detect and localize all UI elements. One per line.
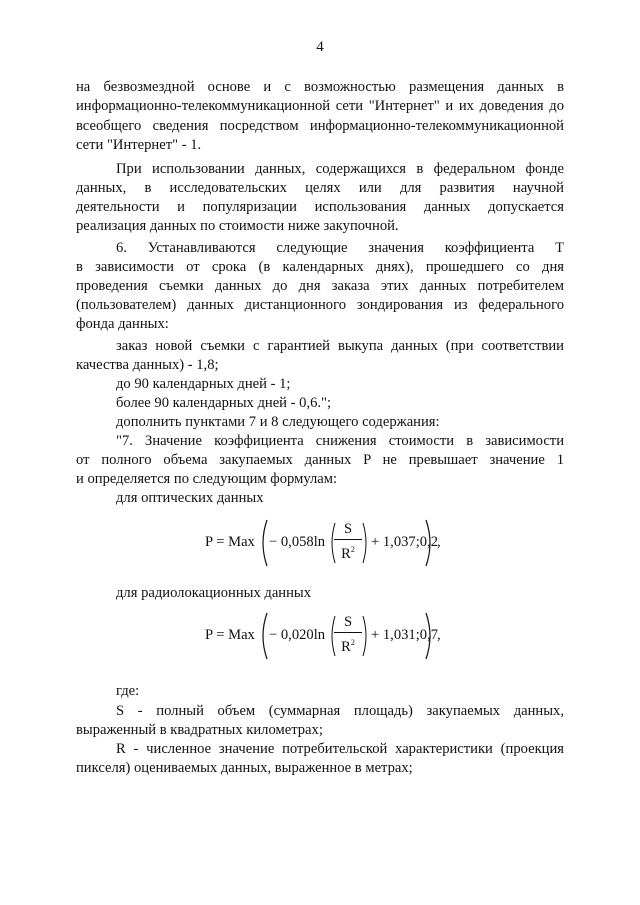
text-line: для оптических данных: [116, 490, 264, 506]
formula-radar: [205, 610, 465, 664]
text-line: заказ новой съемки с гарантией выкупа данных (при соответствии: [116, 338, 564, 354]
text-line: сети "Интернет" - 1.: [76, 137, 202, 153]
text-line: более 90 календарных дней - 0,6.";: [116, 395, 332, 411]
text-line: и определяется по следующим формулам:: [76, 471, 338, 487]
text-line: пикселя) оцениваемых данных, выраженное в метрах;: [76, 760, 413, 776]
formula-fraction: [334, 613, 362, 656]
text-line: качества данных) - 1,8;: [76, 357, 219, 373]
fraction-denominator: [334, 541, 362, 563]
text-line: до 90 календарных дней - 1;: [116, 376, 291, 392]
right-paren-icon: [362, 612, 370, 660]
denominator-exponent: 2: [350, 638, 355, 647]
text-line: информационно-телекоммуникационной сети "Интернет" и их доведения до: [76, 98, 564, 114]
formula-fraction: [334, 520, 362, 563]
text-line: в зависимости от срока (в календарных днях), прошедшего со дня: [76, 259, 564, 275]
text-line: дополнить пунктами 7 и 8 следующего содержания:: [116, 414, 440, 430]
text-line: 6. Устанавливаются следующие значения коэффициента T: [116, 240, 564, 256]
text-line: где:: [116, 683, 140, 699]
text-line: реализация данных по стоимости ниже закупочной.: [76, 218, 399, 234]
formula-end: ,: [437, 627, 441, 643]
right-paren-icon: [424, 519, 436, 567]
formula-lhs: P = Max: [205, 627, 255, 643]
text-line: При использовании данных, содержащихся в федеральном фонде: [116, 161, 564, 177]
fraction-bar: [334, 539, 362, 540]
formula-coefficient: − 0,058ln: [269, 534, 326, 550]
text-line: для радиолокационных данных: [116, 585, 312, 601]
formula-tail: + 1,031;0,7: [371, 627, 439, 643]
formula-lhs: P = Max: [205, 534, 255, 550]
text-line: R - численное значение потребительской характеристики (проекция: [116, 741, 564, 757]
text-line: выраженный в квадратных километрах;: [76, 722, 323, 738]
text-line: S - полный объем (суммарная площадь) закупаемых данных,: [116, 703, 564, 719]
denominator-exponent: 2: [350, 545, 355, 554]
formula-coefficient: − 0,020ln: [269, 627, 326, 643]
fraction-numerator: S: [343, 614, 353, 630]
formula-optical: [205, 517, 465, 571]
right-paren-icon: [424, 612, 436, 660]
text-line: (пользователем) данных дистанционного зондирования из федерального: [76, 297, 564, 313]
text-line: данных, в исследовательских целях или для развития научной: [76, 180, 564, 196]
right-paren-icon: [362, 519, 370, 567]
fraction-bar: [334, 632, 362, 633]
fraction-numerator: S: [343, 521, 353, 537]
text-line: "7. Значение коэффициента снижения стоимости в зависимости: [116, 433, 564, 449]
text-line: фонда данных:: [76, 316, 169, 332]
left-paren-icon: [257, 519, 269, 567]
text-line: всеобщего сведения посредством информационно-телекоммуникационной: [76, 118, 564, 134]
formula-end: ,: [437, 534, 441, 550]
denominator-base: R: [341, 638, 351, 655]
text-line: на безвозмездной основе и с возможностью размещения данных в: [76, 79, 564, 95]
denominator-base: R: [341, 545, 351, 562]
page-number: 4: [316, 39, 324, 55]
text-line: проведения съемки данных до дня заказа этих данных потребителем: [76, 278, 564, 294]
fraction-denominator: [334, 634, 362, 656]
left-paren-icon: [257, 612, 269, 660]
text-line: от полного объема закупаемых данных P не превышает значение 1: [76, 452, 564, 468]
text-line: деятельности и популяризации использования данных допускается: [76, 199, 564, 215]
formula-tail: + 1,037;0,2: [371, 534, 439, 550]
